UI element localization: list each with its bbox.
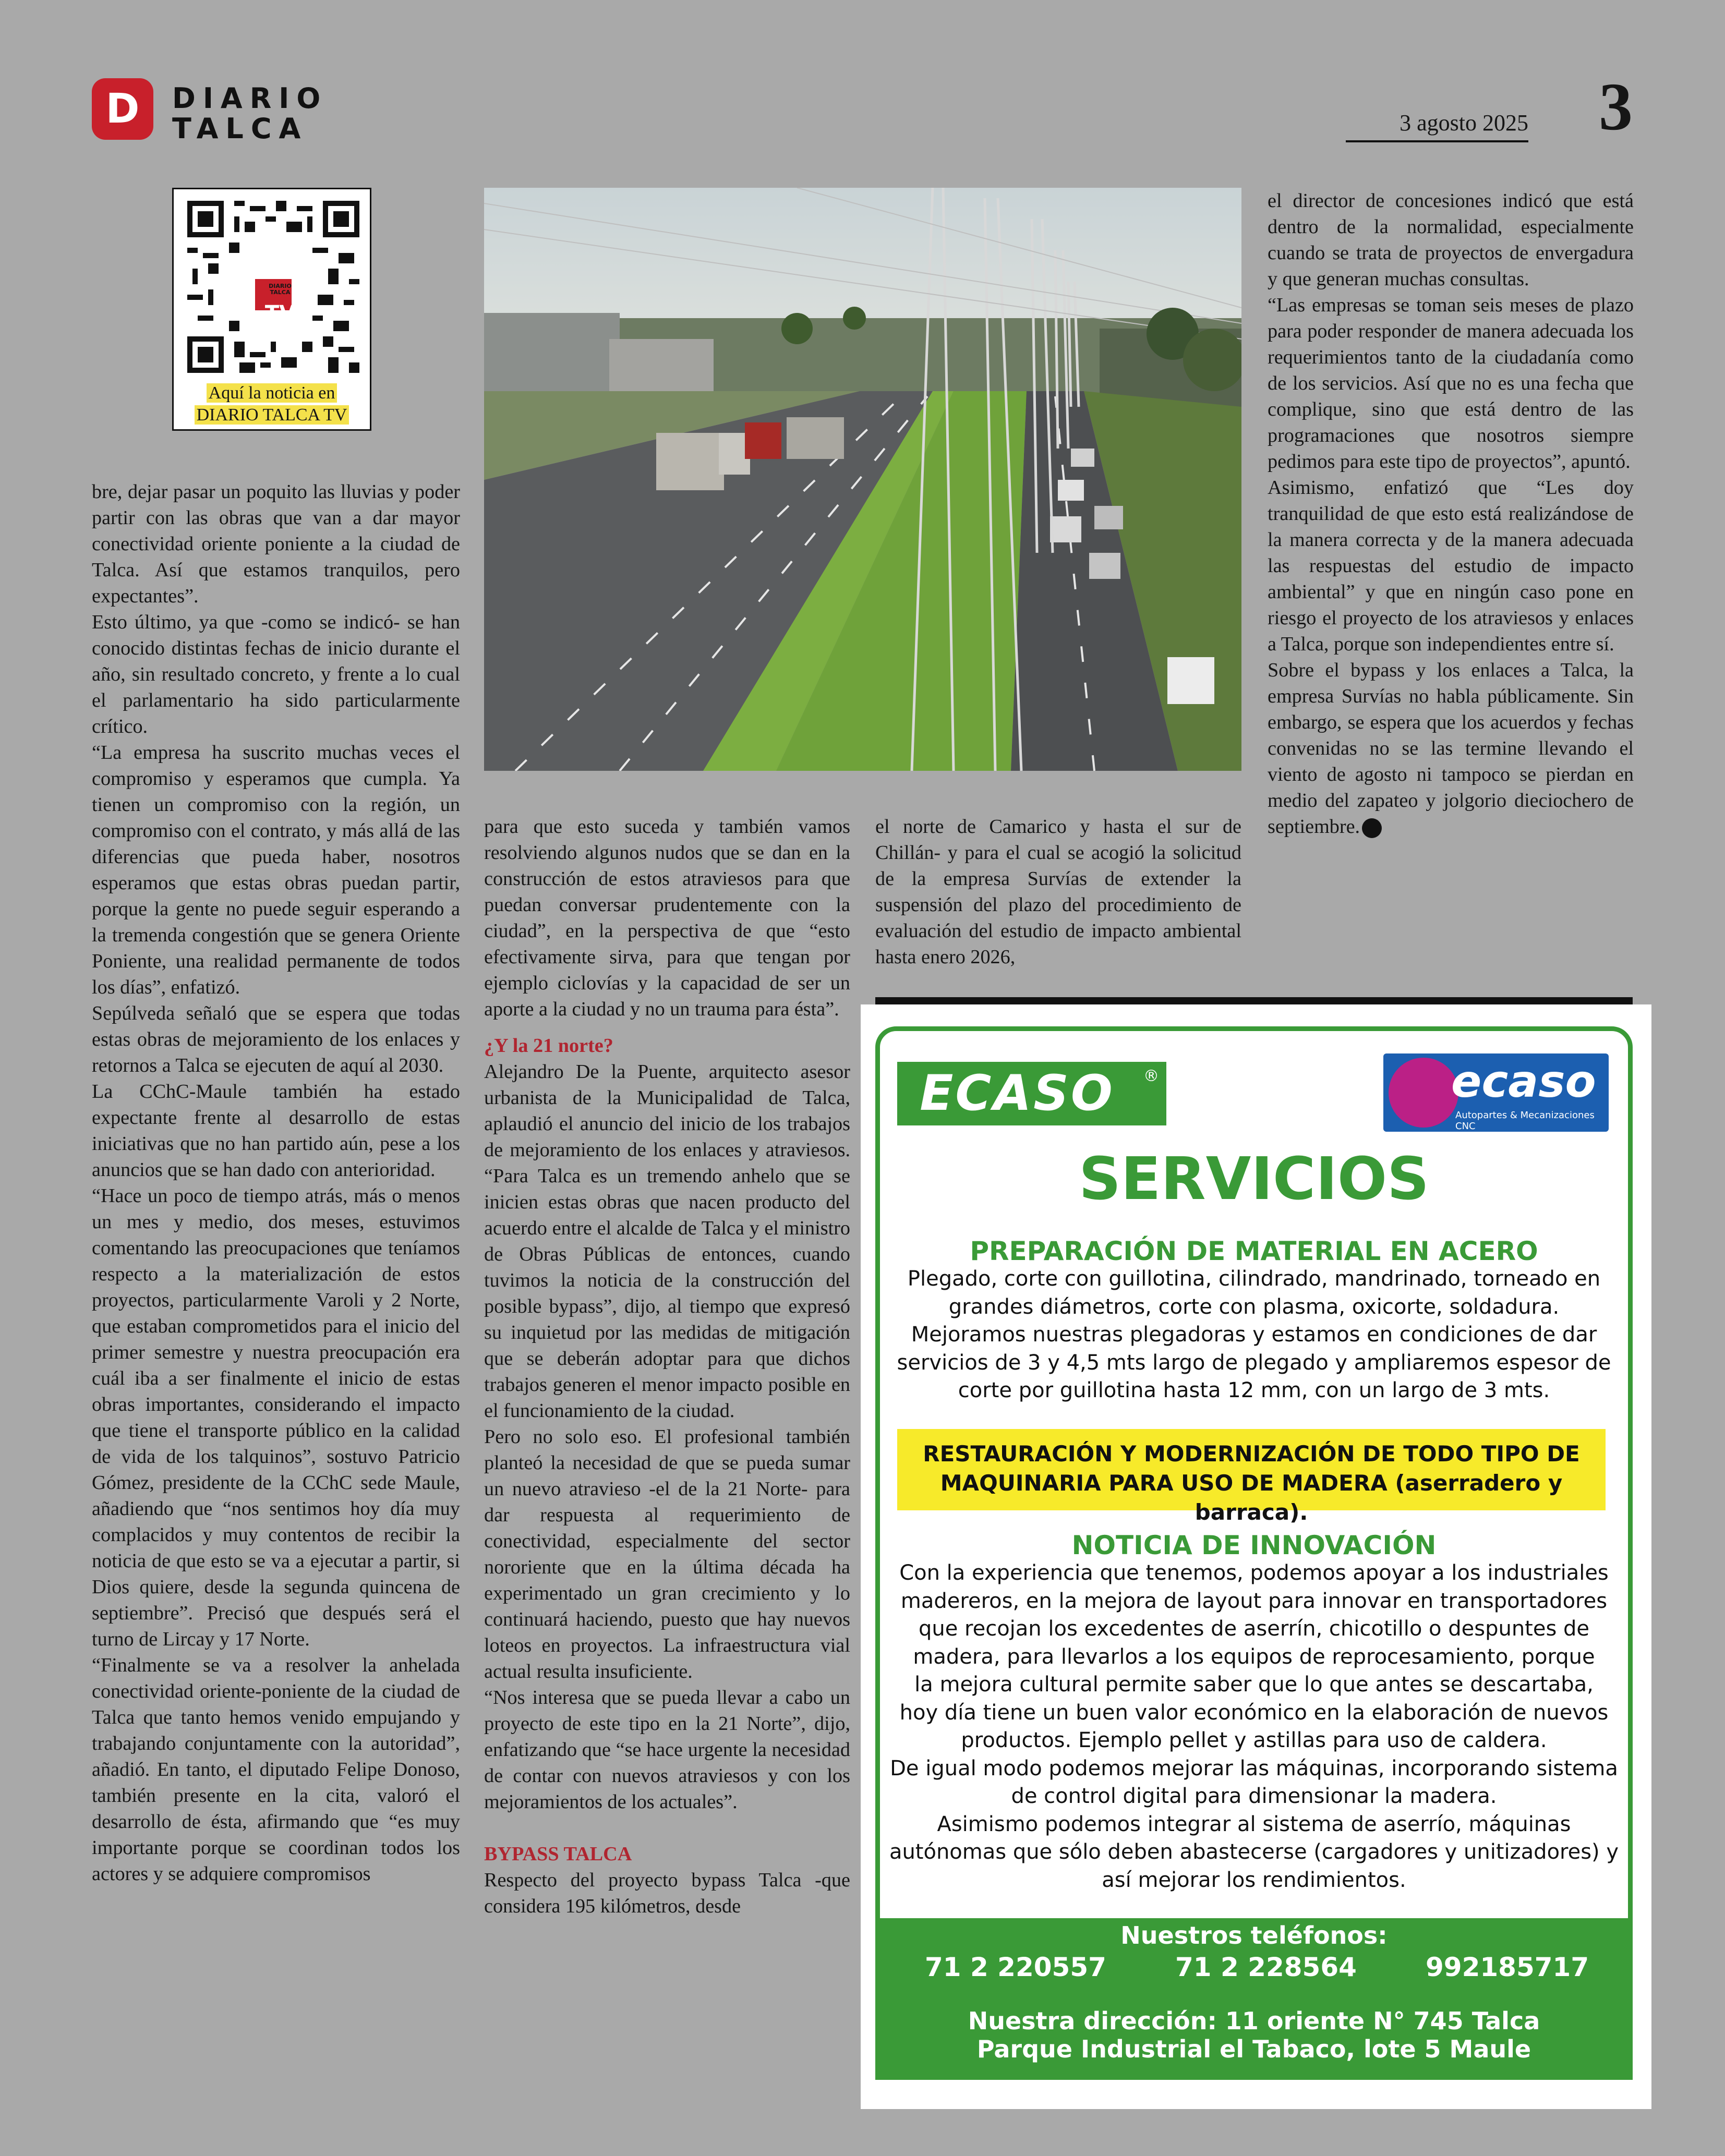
ad-line: De igual modo podemos mejorar las máquinas, incorporando sistema — [890, 1756, 1618, 1780]
article-column-4 — [1268, 188, 1634, 840]
ad-section1-heading: PREPARACIÓN DE MATERIAL EN ACERO — [970, 1236, 1538, 1266]
ad-phone-1[interactable]: 71 2 220557 — [925, 1952, 1106, 1982]
ad-phone-3[interactable]: 992185717 — [1426, 1952, 1589, 1982]
ad-line: Asimismo podemos integrar al sistema de aserrío, máquinas — [937, 1812, 1571, 1836]
paragraph: “Finalmente se va a resolver la anhelada conectividad oriente-poniente de la ciudad de Talca que tanto hemos venido empujando y trabajando conjuntamente con la autoridad”, añadió. En tanto, el diputado Felipe Donoso, también presente en la cita, valoró el desarrollo de ésta, afirmando que “es muy importante porque se coordinan todos los actores y se adquiere compromisos — [92, 1654, 460, 1885]
paragraph: Respecto del proyecto bypass Talca -que considera 195 kilómetros, desde — [484, 1869, 850, 1917]
ad-line: que recojan los excedentes de aserrín, chicotillo o despuntes de — [918, 1617, 1590, 1641]
ad-line: Plegado, corte con guillotina, cilindrado, mandrinado, torneado en — [907, 1267, 1601, 1291]
paragraph: Sobre el bypass y los enlaces a Talca, la empresa Survías no habla públicamente. Sin embargo, se espera que los acuerdos y fechas convenidas no se las termine llevando el viento de agosto ni tampoco se pierdan en medio del zapateo y jolgorio dieciochero de septiembre. — [1268, 659, 1634, 838]
masthead-line2: TALCA — [172, 112, 308, 145]
ad-line: Con la experiencia que tenemos, podemos apoyar a los industriales — [899, 1561, 1609, 1585]
qr-tv-badge: TV — [264, 301, 296, 325]
ad-line: productos. Ejemplo pellet y astillas para uso de caldera. — [961, 1728, 1547, 1752]
highway-photo — [484, 188, 1241, 771]
ad-line: servicios de 3 y 4,5 mts largo de plegado y ampliaremos espesor de — [897, 1350, 1611, 1375]
paragraph: La CChC-Maule también ha estado expectante frente al desarrollo de estas iniciativas que no han partido aún, pese a los anuncios que se han dado con anterioridad. — [92, 1081, 460, 1181]
ad-highlight-line1: RESTAURACIÓN Y MODERNIZACIÓN DE TODO TIPO DE — [923, 1441, 1580, 1467]
paragraph: “La empresa ha suscrito muchas veces el compromiso y esperamos que cumpla. Ya tienen un compromiso con la región, un compromiso con el contrato, y más allá de las diferencias que pueda haber, nosotros esperamos que estas obras puedan partir, porque la gente no puede seguir esperando a la tremenda congestión que se genera Oriente Poniente, una realidad permanente de todos los días”, enfatizó. — [92, 742, 460, 998]
paragraph-last — [1268, 657, 1634, 840]
paragraph: Pero no solo eso. El profesional también planteó la necesidad de que se pueda sumar un nuevo atravieso -el de la 21 Norte- para dar respuesta al requerimiento de conectividad, especialmente del sector nororiente que en la última década ha experimentado un gran crecimiento y lo continuará haciendo, puesto que hay nuevos loteos en proyectos. La infraestructura vial actual resulta insuficiente. — [484, 1426, 850, 1682]
paragraph: “Nos interesa que se pueda llevar a cabo un proyecto de este tipo en la 21 Norte”, dijo, enfatizando que “se hace urgente la necesidad de contar con nuevos atraviesos y con los mejoramientos de los actuales”. — [484, 1687, 850, 1813]
ad-highlight-line2: MAQUINARIA PARA USO DE MADERA (aserradero y barraca). — [940, 1470, 1563, 1525]
qr-caption-line2: DIARIO TALCA TV — [195, 405, 349, 425]
masthead — [172, 83, 328, 144]
ad-line: la mejora cultural permite saber que lo que antes se descartaba, — [914, 1673, 1594, 1697]
qr-code-box[interactable] — [172, 188, 371, 431]
ecaso-swirl-icon — [1389, 1058, 1458, 1128]
ad-highlight-box — [897, 1429, 1606, 1525]
ad-line: Mejoramos nuestras plegadoras y estamos en condiciones de dar — [911, 1323, 1597, 1347]
registered-mark: ® — [1143, 1067, 1159, 1085]
article-column-2 — [484, 814, 850, 1919]
ad-section2-heading: NOTICIA DE INNOVACIÓN — [1071, 1530, 1437, 1560]
ad-line: corte por guillotina hasta 12 mm, con un largo de 3 mts. — [958, 1378, 1550, 1402]
issue-date: 3 agosto 2025 — [1346, 110, 1528, 142]
ad-line: madereros, en la mejora de layout para innovar en transportadores — [900, 1589, 1608, 1613]
paragraph: Alejandro De la Puente, arquitecto asesor urbanista de la Municipalidad de Talca, aplaudió el anuncio del inicio de los trabajos de mejoramiento de los enlaces y atraviesos. “Para Talca es un tremendo anhelo que se inicien estas obras que nacen producto del acuerdo entre el alcalde de Talca y el ministro de Obras Públicas de entonces, cuando tuvimos la noticia de la construcción del posible bypass”, dijo, al tiempo que expresó su inquietud por las medidas de mitigación que se deberán adoptar para que dichos trabajos generen el menor impacto posible en el funcionamiento de la ciudad. — [484, 1061, 850, 1422]
article-column-3 — [875, 814, 1241, 970]
ad-line: grandes diámetros, corte con plasma, oxicorte, soldadura. — [948, 1294, 1560, 1319]
ad-line: de control digital para dimensionar la madera. — [1011, 1784, 1497, 1808]
ad-section1-body — [887, 1265, 1621, 1405]
ad-line: madera, para llevarlos a los equipos de reprocesamiento, porque — [913, 1644, 1595, 1669]
qr-caption-line1: Aquí la noticia en — [207, 383, 337, 403]
paragraph: “Las empresas se toman seis meses de plazo para poder responder de manera adecuada los requerimientos tanto de la ciudadanía como de los servicios. Así que no es una fecha que complique, sino que está dentro de las programaciones que nosotros siempre pedimos para este tipo de proyectos”, apuntó. — [1268, 294, 1634, 473]
masthead-line1: DIARIO — [172, 82, 328, 115]
ad-contact-band — [875, 1918, 1633, 2080]
logo-glyph: D — [105, 86, 140, 132]
paragraph: bre, dejar pasar un poquito las lluvias y poder partir con las obras que van a dar mayor conectividad oriente poniente a la ciudad de Talca. Así que estamos tranquilos, pero expectantes”. — [92, 481, 460, 607]
ad-line: autónomas que sólo deben abastecerse (cargadores y unitizadores) y — [889, 1840, 1619, 1864]
ad-address-line1: Nuestra dirección: 11 oriente N° 745 Talca — [968, 2007, 1540, 2035]
qr-tv-label: DIARIO TALCA — [269, 283, 292, 296]
ecaso-logo-left — [897, 1062, 1166, 1125]
paragraph: Esto último, ya que -como se indicó- se han conocido distintas fechas de inicio durante el año, sin resultado concreto, y frente a lo cual el parlamentario ha sido particularmente crítico. — [92, 611, 460, 737]
ecaso-logo-left-text: ECASO — [920, 1065, 1115, 1122]
paragraph: el director de concesiones indicó que está dentro de la normalidad, especialmente cuando se trata de proyectos de envergadura y que generan muchas consultas. — [1268, 190, 1634, 290]
paragraph: el norte de Camarico y hasta el sur de Chillán- y para el cual se acogió la solicitud de la empresa Survías de extender la suspensión del plazo del procedimiento de evaluación del estudio de impacto ambiental hasta enero 2026, — [875, 816, 1241, 968]
ad-line: hoy día tiene un buen valor económico en la elaboración de nuevos — [899, 1700, 1609, 1725]
ecaso-logo-right-subtitle: Autopartes & Mecanizaciones CNC — [1455, 1110, 1595, 1132]
subheading-21-norte: ¿Y la 21 norte? — [484, 1035, 613, 1057]
ad-address-line2: Parque Industrial el Tabaco, lote 5 Maule — [976, 2035, 1531, 2063]
ad-title: SERVICIOS — [1079, 1145, 1429, 1213]
ad-line: así mejorar los rendimientos. — [1102, 1868, 1406, 1892]
paragraph: Sepúlveda señaló que se espera que todas estas obras de mejoramiento de los enlaces y retornos a Talca se ejecuten de aquí al 2030. — [92, 1002, 460, 1076]
ad-phones-label: Nuestros teléfonos: — [1120, 1921, 1388, 1949]
ecaso-logo-right — [1383, 1053, 1609, 1132]
ad-highlight-text — [897, 1439, 1606, 1527]
subheading-bypass: BYPASS TALCA — [484, 1843, 632, 1865]
end-mark-icon — [1362, 818, 1382, 838]
diario-talca-logo-icon — [92, 78, 153, 140]
ecaso-logo-right-text: ecaso — [1451, 1056, 1596, 1108]
paragraph: para que esto suceda y también vamos resolviendo algunos nudos que se dan en la construcción de estos atraviesos para que puedan conversar prudentemente con la ciudad”, en la perspectiva de que “esto efectivamente sirva, para que tengan por ejemplo ciclovías y la capacidad de ser un aporte a la ciudad y no un trauma para ésta”. — [484, 816, 850, 1020]
qr-caption — [174, 382, 370, 426]
article-column-1 — [92, 479, 460, 1887]
ad-phone-2[interactable]: 71 2 228564 — [1175, 1952, 1357, 1982]
paragraph: Asimismo, enfatizó que “Les doy tranquilidad de que esto está realizándose de la manera correcta y de la manera adecuada las respuestas del estudio de impacto ambiental” y que en ningún caso pone en riesgo el proyecto de los atraviesos y enlaces a Talca, porque son independientes entre sí. — [1268, 477, 1634, 655]
ad-section2-body — [887, 1559, 1621, 1894]
page-number: 3 — [1599, 69, 1633, 144]
paragraph: “Hace un poco de tiempo atrás, más o menos un mes y medio, dos meses, estuvimos comentando las preocupaciones que teníamos respecto a la materialización de estos proyectos, particularmente Varoli y 2 Norte, que estaban comprometidos para el inicio del primer semestre y nuestra preocupación era cuál iba a ser finalmente el inicio de estas obras importantes, considerando el impacto que tiene el transporte público en la calidad de vida de los talquinos”, sostuvo Patricio Gómez, presidente de la CChC sede Maule, añadiendo que “nos sentimos hoy día muy complacidos y muy contentos de recibir la noticia de que esto se va a ejecutar a partir, si Dios quiere, desde la segunda quincena de septiembre”. Precisó que después será el turno de Lircay y 17 Norte. — [92, 1185, 460, 1650]
